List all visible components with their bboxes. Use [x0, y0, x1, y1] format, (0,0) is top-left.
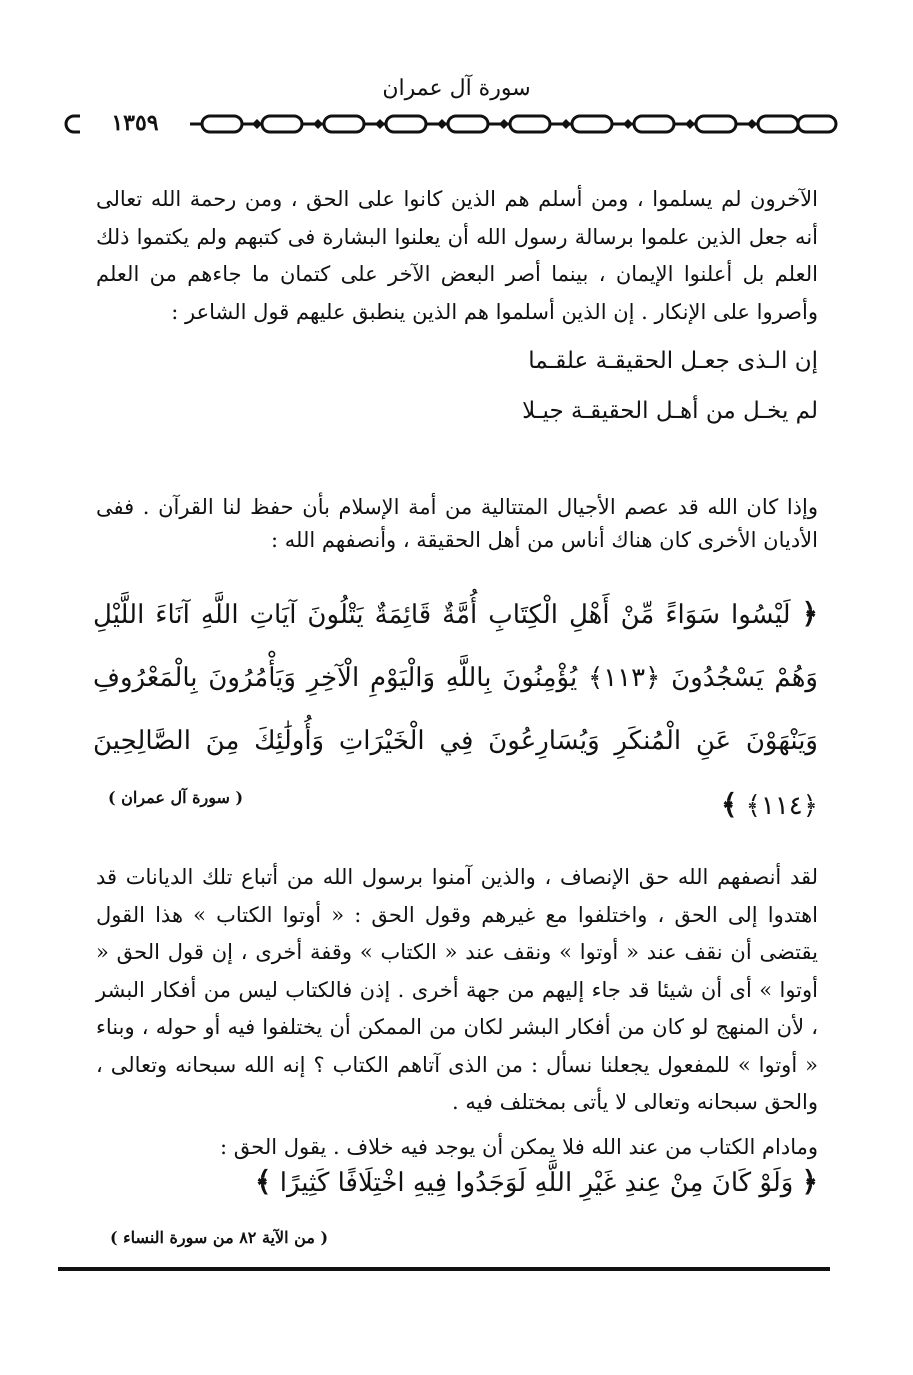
verse-text: لَيْسُوا سَوَاءً مِّنْ أَهْلِ الْكِتَابِ أُمَّةٌ قَائِمَةٌ يَتْلُونَ آيَاتِ اللَّهِ آنَاءَ اللَّيْلِ وَهُمْ يَسْجُدُونَ ﴿١١٣﴾ يُؤْمِنُونَ بِاللَّهِ وَالْيَوْمِ الْآخِرِ وَيَأْمُرُونَ بِالْمَعْرُوفِ وَيَنْهَوْنَ عَنِ الْمُنكَرِ وَيُسَارِعُونَ فِي الْخَيْرَاتِ وَأُولَٰئِكَ مِنَ الصَّالِحِينَ ﴿١١٤﴾: [93, 600, 818, 821]
verse-source-an-nisa: ( من الآية ٨٢ من سورة النساء ): [110, 1228, 329, 1247]
surah-title: سورة آل عمران: [382, 76, 531, 101]
poem-line-1: إن الـذى جعـل الحقيقـة علقـما: [528, 348, 818, 374]
footer-rule: [58, 1267, 830, 1271]
paragraph-no-contradiction: ومادام الكتاب من عند الله فلا يمكن أن يوجد فيه خلاف . يقول الحق :: [220, 1135, 818, 1159]
verse-text: وَلَوْ كَانَ مِنْ عِندِ غَيْرِ اللَّهِ لَوَجَدُوا فِيهِ اخْتِلَافًا كَثِيرًا: [279, 1168, 794, 1198]
poem-line-2: لم يخـل من أهـل الحقيقـة جيـلا: [522, 398, 818, 424]
verse-source-al-imran: ( سورة آل عمران ): [108, 788, 244, 807]
verse-open-bracket: ﴿: [801, 1165, 818, 1198]
paragraph-intro: الآخرون لم يسلموا ، ومن أسلم هم الذين كانوا على الحق ، ومن رحمة الله تعالى أنه جعل الذين علموا برسالة رسول الله أن يعلنوا البشارة فى كتبهم ولم يكتموا ذلك العلم بل أعلنوا الإيمان ، بينما أصر البعض الآخر على كتمان ما جاءهم من العلم وأصروا على الإنكار . إن الذين أسلموا هم الذين ينطبق عليهم قول الشاعر :: [96, 187, 818, 324]
verse-open-bracket: ﴿: [801, 597, 818, 630]
quran-verse-an-nisa: [93, 1158, 818, 1207]
verse-close-bracket: ﴾: [255, 1165, 272, 1198]
paragraph-fairness: لقد أنصفهم الله حق الإنصاف ، والذين آمنوا برسول الله من أتباع تلك الديانات قد اهتدوا إلى الحق ، واختلفوا مع غيرهم وقول الحق : « أوتوا الكتاب » هذا القول يقتضى أن نقف عند « أوتوا » ونقف عند « الكتاب » وقفة أخرى ، إن قول الحق « أوتوا » أى أن شيئا قد جاء إليهم من جهة أخرى . إذن فالكتاب ليس من أفكار البشر ، لأن المنهج لو كان من أفكار البشر لكان من الممكن أن يختلفوا فيه أو حوله ، وبناء « أوتوا » للمفعول يجعلنا نسأل : من الذى آتاهم الكتاب ؟ إنه الله سبحانه وتعالى ، والحق سبحانه وتعالى لا يأتى بمختلف فيه .: [96, 865, 818, 1114]
verse-close-bracket: ﴾: [720, 788, 738, 821]
page-number: ١٣٥٩: [80, 110, 190, 136]
paragraph-preservation: وإذا كان الله قد عصم الأجيال المتتالية من أمة الإسلام بأن حفظ لنا القرآن . ففى الأديان الأخرى كان هناك أناس من أهل الحقيقة ، وأنصفهم الله :: [96, 495, 818, 552]
